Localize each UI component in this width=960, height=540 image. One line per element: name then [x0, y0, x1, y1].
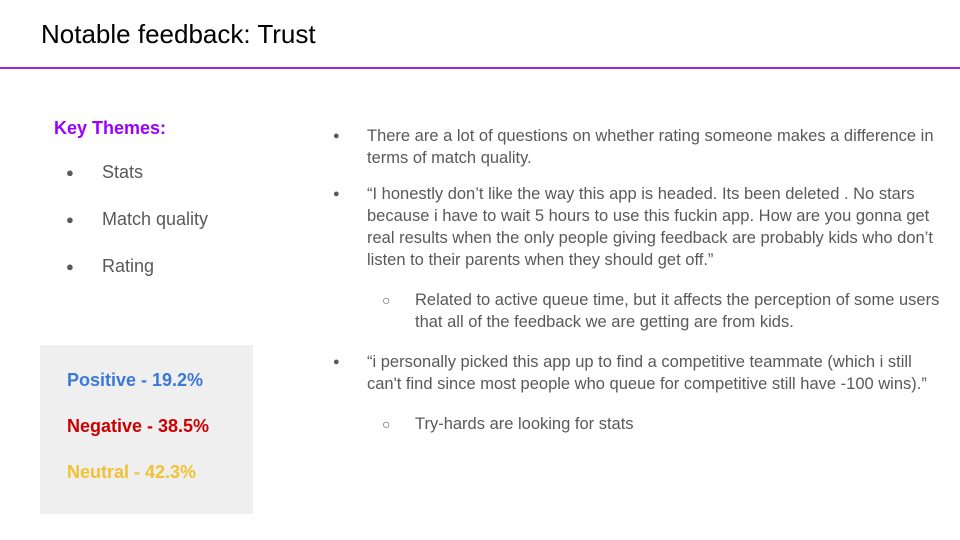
feedback-subnote: ○ Related to active queue time, but it affects the perception of some users that all of the feedback we are getting are from kids.: [382, 289, 940, 333]
feedback-item: [330, 183, 940, 333]
key-themes-list: [66, 160, 208, 301]
key-themes-heading: Key Themes:: [54, 118, 167, 138]
slide-title: Notable feedback: Trust: [41, 19, 316, 49]
sentiment-negative: Negative - 38.5%: [67, 416, 210, 436]
sentiment-summary-box: [40, 345, 253, 514]
title-divider: [0, 67, 960, 69]
feedback-text: “I honestly don’t like the way this app is headed. Its been deleted . No stars because i have to wait 5 hours to use this fuckin app. How are you gonna get real results when the only people giving feedback are probably kids who don’t listen to their parents when they should get off.”: [367, 185, 933, 269]
feedback-item: [330, 125, 935, 169]
feedback-item: [330, 351, 935, 435]
feedback-text: There are a lot of questions on whether rating someone makes a difference in terms of match quality.: [367, 127, 934, 167]
feedback-list: [330, 125, 940, 435]
sentiment-neutral: Neutral - 42.3%: [67, 462, 197, 482]
theme-item-rating: ● Rating: [66, 254, 208, 279]
sentiment-positive: Positive - 19.2%: [67, 370, 204, 390]
theme-item-stats: ● Stats: [66, 160, 208, 185]
feedback-subnote: ○ Try-hards are looking for stats: [382, 413, 940, 435]
theme-item-match-quality: ● Match quality: [66, 207, 208, 232]
feedback-text: “i personally picked this app up to find a competitive teammate (which i still can't find since most people who queue for competitive still have -100 wins).”: [367, 353, 927, 393]
